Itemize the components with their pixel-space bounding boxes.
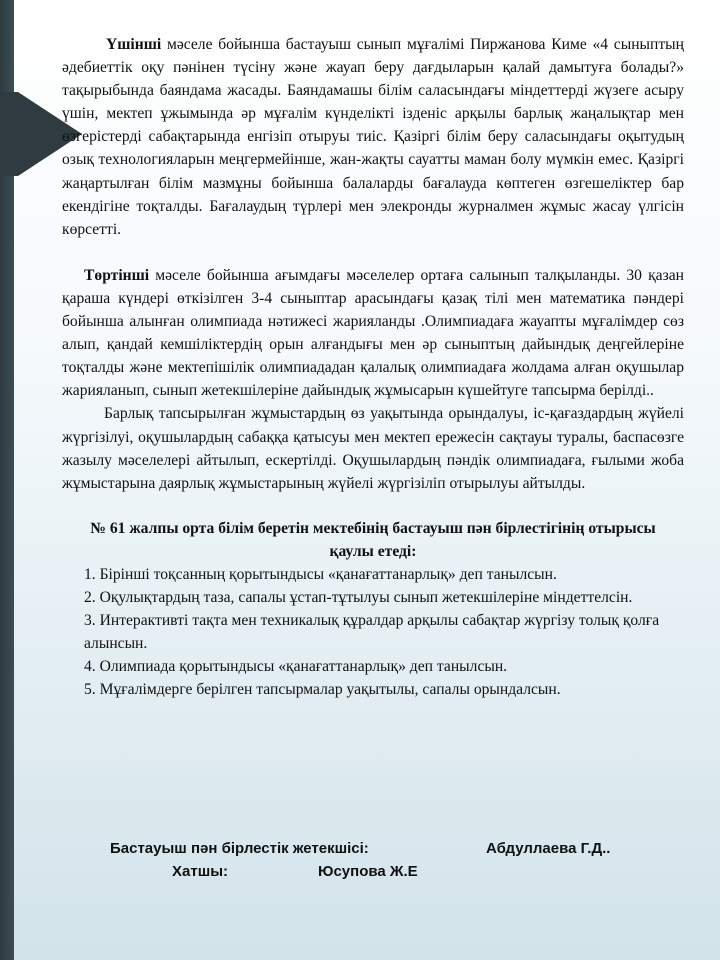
paragraph-lead: Үшінші [106, 36, 162, 53]
paragraph-third-issue [62, 33, 684, 241]
decision-item: 1. Бірінші тоқсанның қорытындысы «қанағаттанарлық» деп танылсын. [84, 565, 557, 583]
paragraph-text: мәселе бойынша бастауыш сынып мұғалімі Пиржанова Киме «4 сыныптың әдебиеттік оқу пәнінен түсіну және жауап беру дағдыларын қалай дамытуға болады?» тақырыбында баяндама жасады. Баяндамашы білім саласындағы міндеттерді жүзеге асыру үшін, мектеп ұжымында әр мұғалім күнделікті ізденіс арқылы барлық жаңалықтар мен өзгерістерді сабақтарында енгізіп отыруы тиіс. Қазіргі білім беру саласындағы оқытудың озық технологияларын меңгермейінше, жан-жақты сауатты маман болу мүмкін емес. Қазіргі жаңартылған білім мазмұны бойынша балаларды бағалауда көптеген өзгешеліктер бар екендігіне тоқталды. Бағалаудың түрлері мен элекронды журналмен жұмыс жасау үлгісін көрсетті. [62, 36, 684, 238]
head-signature-name: Абдуллаева Г.Д.. [486, 840, 611, 857]
secretary-signature-label: Хатшы: [172, 863, 229, 880]
decision-list [62, 563, 684, 702]
decision-item: 2. Оқулықтардың таза, сапалы ұстап-тұтылуы сынып жетекшілеріне міндеттелсін. [84, 589, 633, 607]
paragraph-text: мәселе бойынша ағымдағы мәселелер ортаға салынып талқыланды. 30 қазан қараша күндері өткізілген 3-4 сыныптар арасындағы қазақ тілі мен математика пәндері бойынша алынған олимпиада нәтижесі жарияланды .Олимпиадаға жауапты мұғалімдер сөз алып, қандай кемшіліктердің орын алғандығы мен әр сыныптың дайындық деңгейлеріне тоқталды және мектепішілік олимпиададан қалалық олимпиадаға жолдама алған оқушылар жарияланып, сынып жетекшілеріне дайындық жұмысарын күшейтуге тапсырма берілді.. [62, 266, 684, 400]
head-signature-label: Бастауыш пән бірлестік жетекшісі: [110, 840, 369, 857]
arrow-decoration-base [0, 92, 18, 176]
decision-item: 4. Олимпиада қорытындысы «қанағаттанарлық» деп танылсын. [84, 658, 508, 676]
secretary-signature-name: Юсупова Ж.Е [318, 863, 418, 880]
document-body [62, 33, 684, 702]
paragraph-lead: Төртінші [84, 266, 150, 284]
paragraph-fourth-issue [62, 264, 684, 403]
paragraph-general: Барлық тапсырылған жұмыстардың өз уақытында орындалуы, іс-қағаздардың жүйелі жүргізілуі, оқушылардың сабаққа қатысуы мен мектеп ережесін сақтауы туралы, баспасөзге жазылу мәселелері айтылып, ескертілді. Оқушылардың пәндік олимпиадаға, ғылыми жоба жұмыстарына даярлық жұмыстарының жүйелі жүргізіліп отырылуы айтылды. [62, 405, 684, 492]
decision-item: 5. Мұғалімдерге берілген тапсырмалар уақытылы, сапалы орындалсын. [84, 681, 561, 699]
decision-item: 3. Интерактивті тақта мен техникалық құралдар арқылы сабақтар жүргізу толық қолға алынсын. [84, 612, 660, 653]
decision-heading: № 61 жалпы орта білім беретін мектебінің бастауыш пән бірлестігінің отырысы қаулы етеді: [90, 519, 656, 560]
